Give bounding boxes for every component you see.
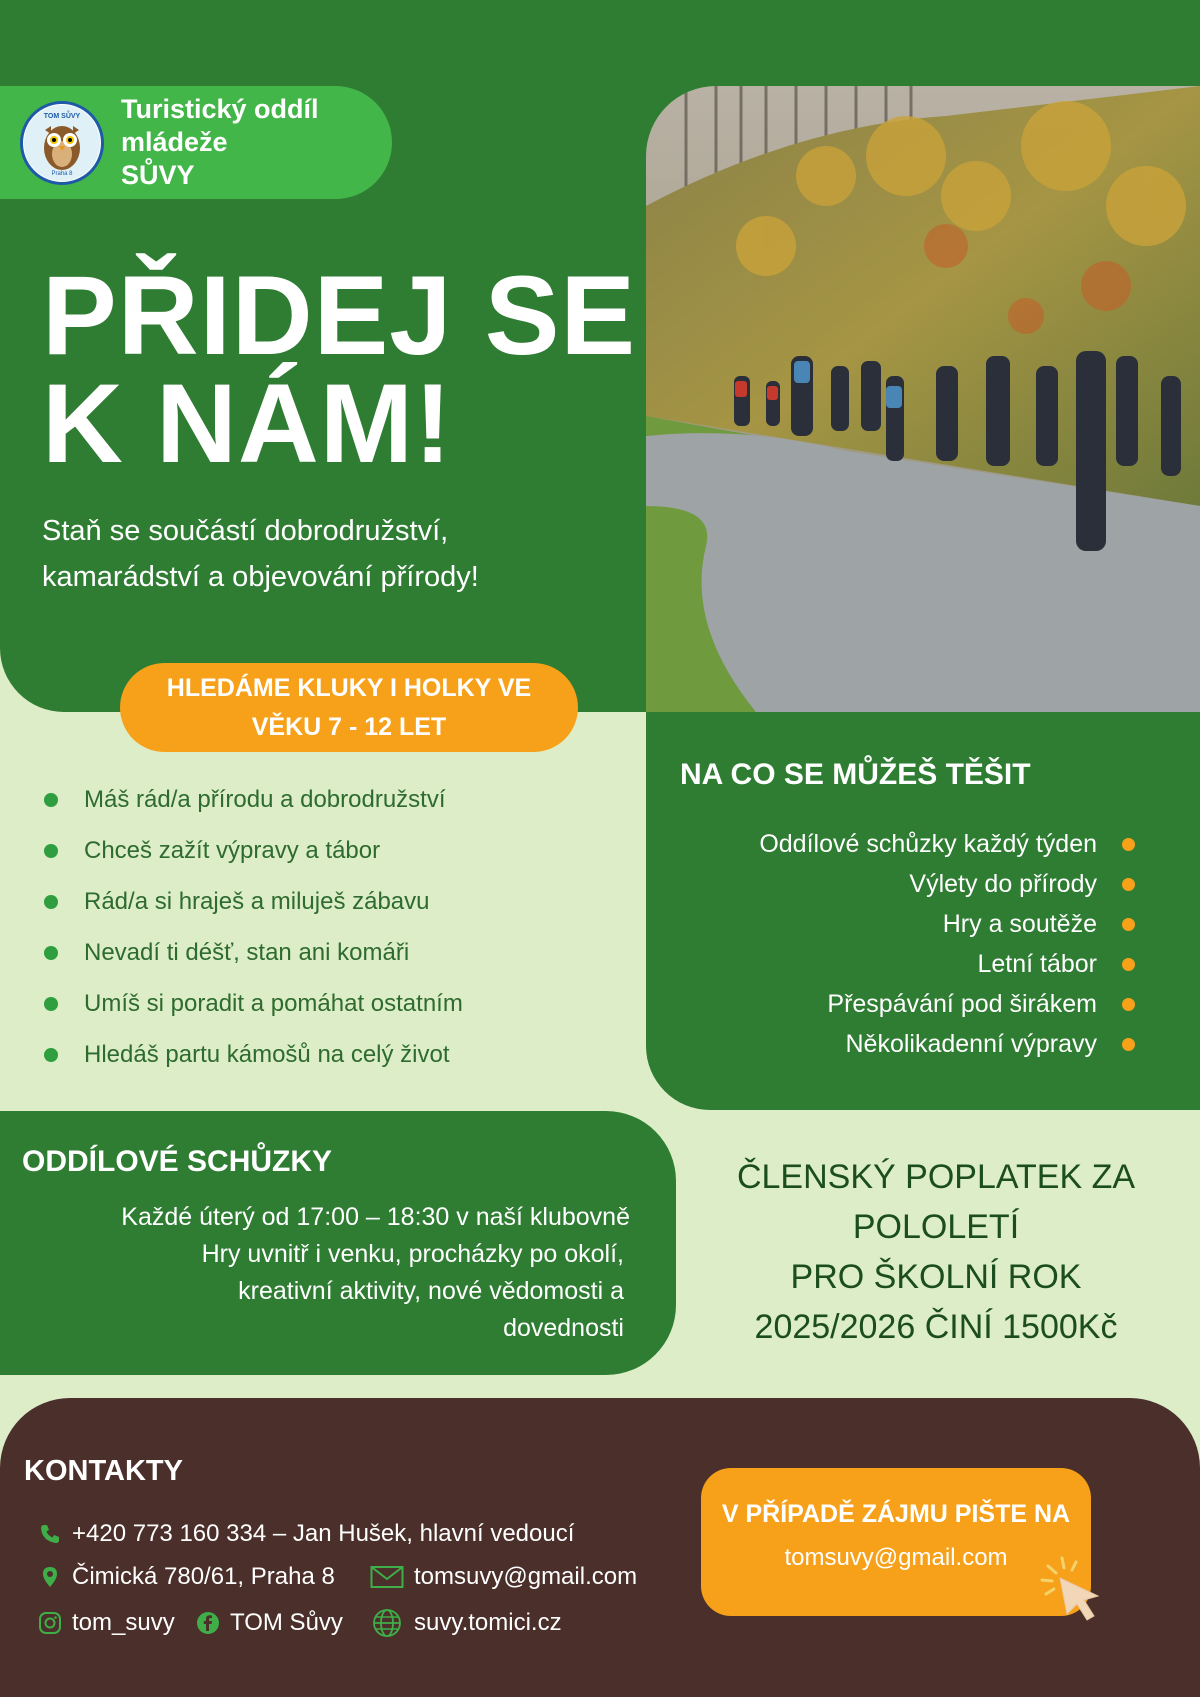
contacts-title: KONTAKTY xyxy=(24,1455,183,1487)
cursor-click-icon xyxy=(1040,1556,1110,1626)
list-item: Chceš zažít výpravy a tábor xyxy=(44,831,604,882)
list-item: Umíš si poradit a pomáhat ostatním xyxy=(44,984,604,1035)
age-line2: VĚKU 7 - 12 LET xyxy=(251,713,447,741)
bullet-dot xyxy=(1122,998,1135,1011)
fee-line3: PRO ŠKOLNÍ ROK xyxy=(790,1258,1082,1296)
list-item: Výlety do přírody xyxy=(680,864,1135,904)
email-cta-button[interactable] xyxy=(701,1468,1091,1616)
globe-icon xyxy=(370,1608,404,1638)
bullet-dot xyxy=(44,793,58,807)
bullet-dot xyxy=(44,997,58,1011)
requirements-list xyxy=(44,780,604,1086)
membership-fee xyxy=(700,1152,1172,1352)
location-icon xyxy=(38,1565,62,1589)
meetings-line3: kreativní aktivity, nové vědomosti a xyxy=(238,1277,624,1305)
bullet-dot xyxy=(1122,1038,1135,1051)
list-item: Hry a soutěže xyxy=(680,904,1135,944)
list-item: Máš rád/a přírodu a dobrodružství xyxy=(44,780,604,831)
fee-line4: 2025/2026 ČINÍ 1500Kč xyxy=(754,1308,1118,1346)
contact-facebook[interactable]: TOM Sůvy xyxy=(196,1607,343,1639)
meetings-line4: dovednosti xyxy=(503,1314,624,1342)
bullet-dot xyxy=(1122,838,1135,851)
bullet-dot xyxy=(1122,958,1135,971)
contact-web[interactable]: suvy.tomici.cz xyxy=(370,1607,562,1639)
organization-name-line2: mládeže xyxy=(121,127,228,157)
benefits-title: NA CO SE MŮŽEŠ TĚŠIT xyxy=(680,758,1031,791)
benefits-list xyxy=(680,824,1135,1064)
list-item: Letní tábor xyxy=(680,944,1135,984)
bullet-dot xyxy=(1122,878,1135,891)
subline-line2: kamarádství a objevování přírody! xyxy=(42,561,479,593)
mail-icon xyxy=(370,1565,404,1589)
list-item: Nevadí ti déšť, stan ani komáři xyxy=(44,933,604,984)
contact-phone[interactable]: +420 773 160 334 – Jan Hušek, hlavní vedoucí xyxy=(38,1518,574,1550)
headline-line2: K NÁM! xyxy=(42,361,453,486)
bullet-dot xyxy=(44,946,58,960)
list-item: Hledáš partu kámošů na celý život xyxy=(44,1035,604,1086)
meetings-line2: Hry uvnitř i venku, procházky po okolí, xyxy=(201,1240,624,1268)
list-item: Několikadenní výpravy xyxy=(680,1024,1135,1064)
contact-instagram[interactable]: tom_suvy xyxy=(38,1607,175,1639)
hikers-photo xyxy=(646,86,1200,712)
bullet-dot xyxy=(1122,918,1135,931)
bullet-dot xyxy=(44,895,58,909)
organization-name xyxy=(121,93,371,192)
cta-email: tomsuvy@gmail.com xyxy=(784,1544,1008,1571)
organization-name-line1: Turistický oddíl xyxy=(121,94,319,124)
logo-subtext: Praha 8 xyxy=(51,171,73,177)
page-headline xyxy=(42,253,662,486)
subline-line1: Staň se součástí dobrodružství, xyxy=(42,515,449,547)
list-item: Oddílové schůzky každý týden xyxy=(680,824,1135,864)
organization-name-line3: SŮVY xyxy=(121,160,195,190)
list-item: Rád/a si hraješ a miluješ zábavu xyxy=(44,882,604,933)
contact-address: Čimická 780/61, Praha 8 xyxy=(38,1561,335,1593)
contact-email[interactable]: tomsuvy@gmail.com xyxy=(370,1561,637,1593)
meetings-line1: Každé úterý od 17:00 – 18:30 v naší klubovně xyxy=(121,1203,630,1231)
facebook-icon xyxy=(196,1611,220,1635)
fee-line2: POLOLETÍ xyxy=(852,1208,1020,1246)
meetings-title: ODDÍLOVÉ SCHŮZKY xyxy=(22,1145,333,1178)
age-badge xyxy=(120,663,578,752)
owl-logo xyxy=(20,101,104,185)
cta-title: V PŘÍPADĚ ZÁJMU PIŠTE NA xyxy=(721,1500,1071,1528)
hero-subline xyxy=(42,508,622,600)
bullet-dot xyxy=(44,844,58,858)
meetings-text xyxy=(30,1199,630,1347)
age-line1: HLEDÁME KLUKY I HOLKY VE xyxy=(166,674,532,702)
headline-line1: PŘIDEJ SE xyxy=(42,253,637,378)
instagram-icon xyxy=(38,1611,62,1635)
list-item: Přespávání pod širákem xyxy=(680,984,1135,1024)
fee-line1: ČLENSKÝ POPLATEK ZA xyxy=(736,1158,1136,1196)
phone-icon xyxy=(38,1522,62,1546)
logo-text: TOM SŮVY xyxy=(43,113,81,120)
bullet-dot xyxy=(44,1048,58,1062)
